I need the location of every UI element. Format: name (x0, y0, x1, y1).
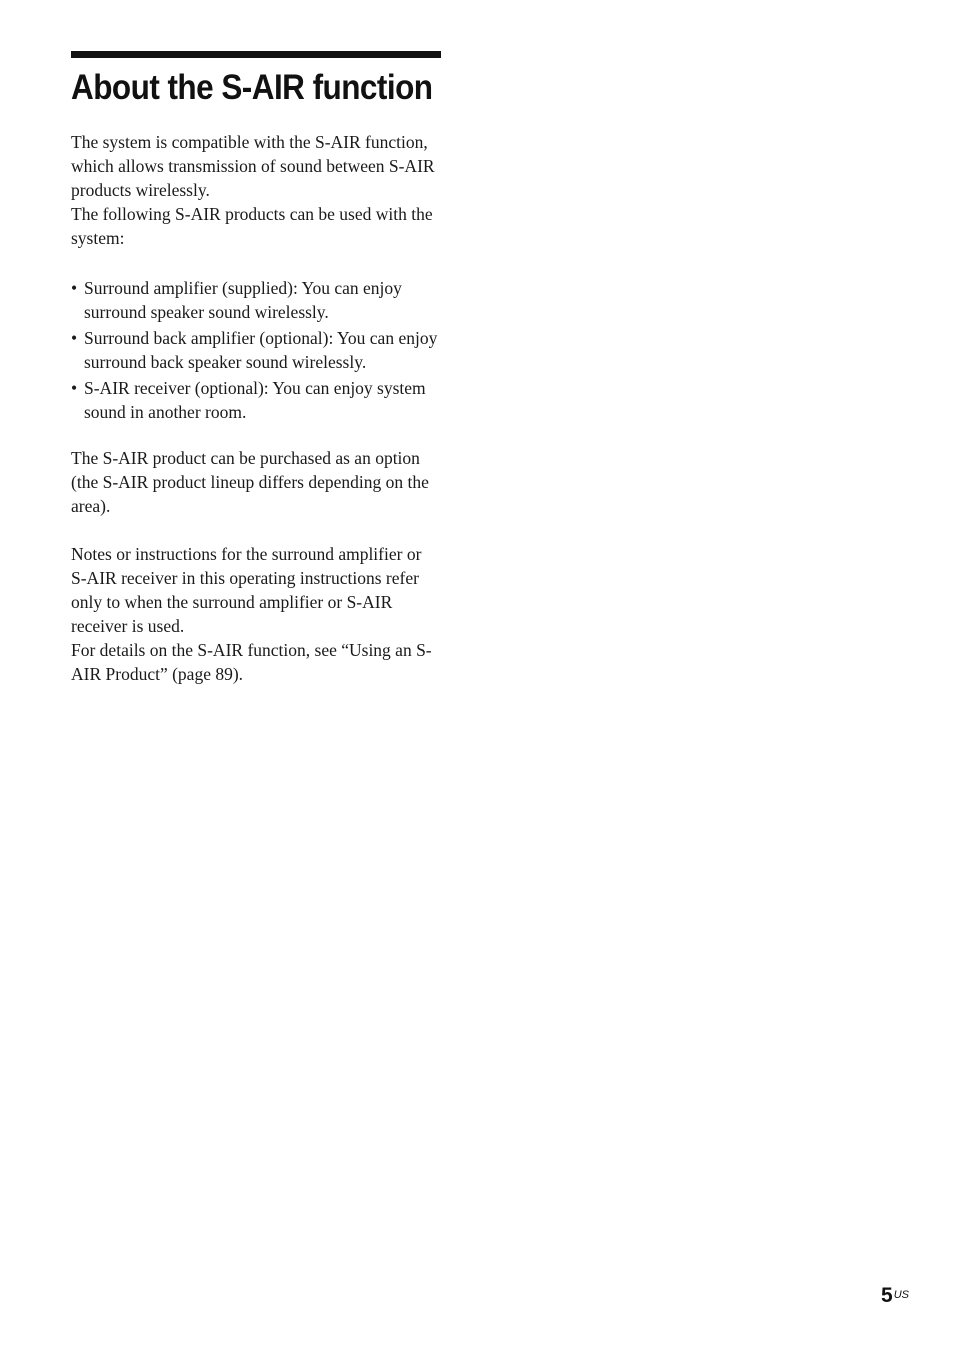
notes-paragraph (71, 542, 441, 686)
bullet: • (71, 278, 78, 298)
page-number-suffix: US (893, 1289, 909, 1301)
page-number-value: 5 (881, 1284, 893, 1307)
list-item-text: Surround back amplifier (optional): You can enjoy surround back speaker sound wirelessly. (84, 328, 438, 372)
details-sentence: For details on the S-AIR function, see “Using an S-AIR Product” (page 89). (71, 640, 432, 684)
list-item (71, 376, 441, 424)
notes-sentence: Notes or instructions for the surround amplifier or S-AIR receiver in this operating instructions refer only to when the surround amplifier or S-AIR receiver is used. (71, 544, 422, 636)
title-rule (71, 51, 441, 58)
list-item-text: S-AIR receiver (optional): You can enjoy system sound in another room. (84, 378, 426, 422)
bullet: • (71, 328, 78, 348)
bullet: • (71, 378, 78, 398)
body-text (71, 130, 441, 686)
list-item (71, 276, 441, 324)
product-list (71, 276, 441, 424)
intro-sentence-1: The system is compatible with the S-AIR function, which allows transmission of sound between S-AIR products wirelessly. (71, 132, 435, 200)
purchase-paragraph: The S-AIR product can be purchased as an option (the S-AIR product lineup differs depending on the area). (71, 448, 429, 516)
content-column (71, 51, 441, 686)
intro-sentence-2: The following S-AIR products can be used with the system: (71, 204, 433, 248)
page-number (881, 1284, 909, 1308)
list-item-text: Surround amplifier (supplied): You can enjoy surround speaker sound wirelessly. (84, 278, 402, 322)
list-item (71, 326, 441, 374)
page-title: About the S-AIR function (71, 68, 433, 107)
intro-paragraph (71, 130, 441, 250)
